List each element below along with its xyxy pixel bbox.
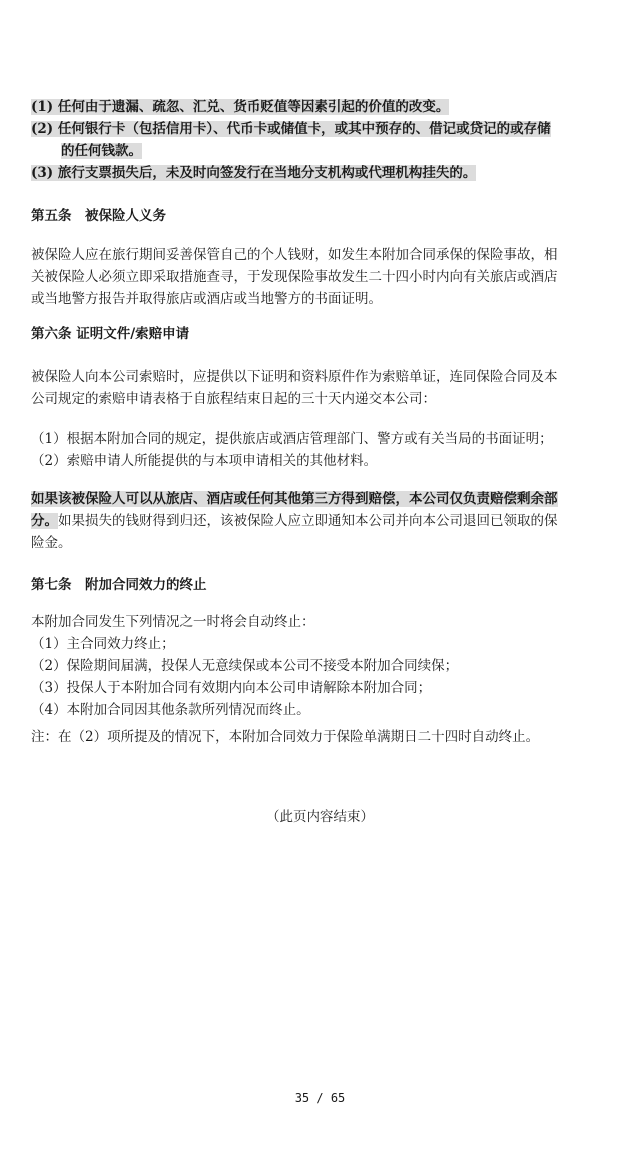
article7-item: （3）投保人于本附加合同有效期内向本公司申请解除本附加合同； <box>31 680 432 696</box>
page-number: 35 / 65 <box>294 1091 346 1105</box>
exclusions-list <box>31 96 611 184</box>
article6-items <box>31 428 611 472</box>
article6-intro <box>31 366 611 410</box>
article6-intro-line: 公司规定的索赔申请表格于自旅程结束日起的三十天内递交本公司： <box>31 391 436 407</box>
article6-highlight-paragraph <box>31 488 611 554</box>
exclusion-item: (3) 旅行支票损失后，未及时向签发行在当地分支机构或代理机构挂失的。 <box>31 165 477 181</box>
article7-body <box>31 611 611 721</box>
exclusion-item: (1) 任何由于遗漏、疏忽、汇兑、货币贬值等因素引起的价值的改变。 <box>31 99 450 115</box>
article7-item: （1）主合同效力终止； <box>31 636 175 652</box>
article5-line: 或当地警方报告并取得旅店或酒店或当地警方的书面证明。 <box>31 291 382 307</box>
article5-title: 第五条 被保险人义务 <box>31 208 166 224</box>
article6-title: 第六条 证明文件/索赔申请 <box>31 326 190 342</box>
exclusion-item-continuation: 的任何钱款。 <box>61 143 142 159</box>
end-marker: （此页内容结束） <box>266 809 374 825</box>
highlight-line: 分。 <box>31 513 58 529</box>
article6-intro-line: 被保险人向本公司索赔时，应提供以下证明和资料原件作为索赔单证，连同保险合同及本 <box>31 369 558 385</box>
article5-line: 被保险人应在旅行期间妥善保管自己的个人钱财，如发生本附加合同承保的保险事故，相 <box>31 247 558 263</box>
article6-after-highlight: 如果损失的钱财得到归还，该被保险人应立即通知本公司并向本公司退回已领取的保 <box>58 513 558 529</box>
article7-title: 第七条 附加合同效力的终止 <box>31 577 207 593</box>
exclusion-item: (2) 任何银行卡（包括信用卡）、代币卡或储值卡，或其中预存的、借记或贷记的或存储 <box>31 121 551 137</box>
article5-body <box>31 244 611 310</box>
article5-line: 关被保险人必须立即采取措施查寻，于发现保险事故发生二十四小时内向有关旅店或酒店 <box>31 269 558 285</box>
article7-intro: 本附加合同发生下列情况之一时将会自动终止： <box>31 614 315 630</box>
article6-last-line: 险金。 <box>31 535 72 551</box>
article7-note: 注：在（2）项所提及的情况下，本附加合同效力于保险单满期日二十四时自动终止。 <box>31 729 540 745</box>
article6-item: （1）根据本附加合同的规定，提供旅店或酒店管理部门、警方或有关当局的书面证明； <box>31 431 553 447</box>
highlight-line: 如果该被保险人可以从旅店、酒店或任何其他第三方得到赔偿，本公司仅负责赔偿剩余部 <box>31 491 558 507</box>
article6-item: （2）索赔申请人所能提供的与本项申请相关的其他材料。 <box>31 453 378 469</box>
article7-item: （2）保险期间届满，投保人无意续保或本公司不接受本附加合同续保； <box>31 658 459 674</box>
article7-item: （4）本附加合同因其他条款所列情况而终止。 <box>31 702 310 718</box>
